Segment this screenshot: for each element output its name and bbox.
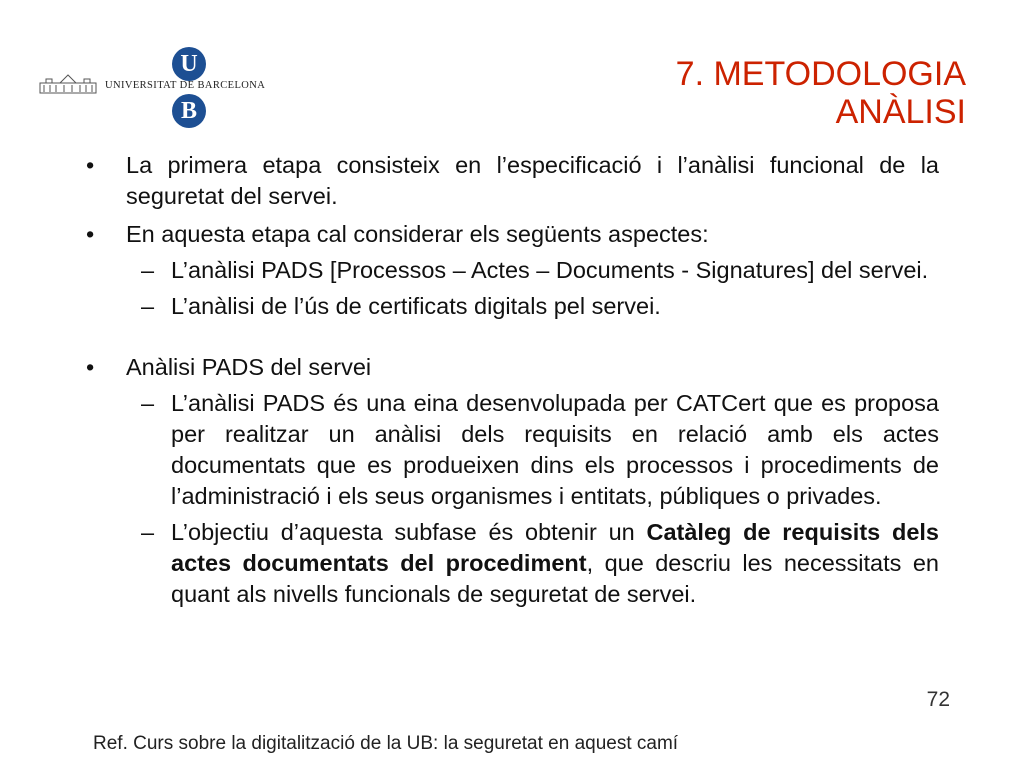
page-number: 72 xyxy=(926,688,950,711)
bullet-item xyxy=(84,219,939,250)
dash-marker: – xyxy=(141,519,155,545)
sub-bullet-item xyxy=(84,291,939,322)
slide-title-line1: 7. METODOLOGIA xyxy=(675,55,966,93)
university-name: UNIVERSITAT DE BARCELONA xyxy=(105,80,266,91)
logo-letter-b: B xyxy=(172,94,206,128)
dash-marker: – xyxy=(141,257,155,283)
sub-bullet-text xyxy=(171,519,939,607)
bullet-item xyxy=(84,352,939,383)
sub-bullet-item xyxy=(84,517,939,610)
objective-text-end: , que descriu les necessitats en quant als nivells funcionals de seguretat de servei. xyxy=(171,550,939,607)
slide-title-line2: ANÀLISI xyxy=(835,93,966,131)
bullet-text: La primera etapa consisteix en l’especificació i l’anàlisi funcional de la seguretat del servei. xyxy=(126,152,939,209)
university-logo xyxy=(38,45,278,130)
building-icon xyxy=(38,73,98,95)
objective-text-start: L’objectiu d’aquesta subfase és obtenir un xyxy=(171,519,647,545)
dash-marker: – xyxy=(141,390,155,416)
sub-bullet-text: L’anàlisi de l’ús de certificats digitals pel servei. xyxy=(171,293,661,319)
catalog-emphasis: Catàleg de requisits dels actes documentats del procediment xyxy=(171,519,939,576)
bullet-item xyxy=(84,150,939,212)
sub-bullet-text: L’anàlisi PADS és una eina desenvolupada per CATCert que es proposa per realitzar un anàlisi dels requisits en relació amb els actes documentats que es produeixen dins els processos i procediments de l’administració i els seus organismes i entitats, públiques o privades. xyxy=(171,390,939,509)
slide-content xyxy=(84,143,939,610)
sub-bullet-item xyxy=(84,255,939,286)
bullet-marker: • xyxy=(86,152,95,178)
footer-reference: Ref. Curs sobre la digitalització de la UB: la seguretat en aquest camí xyxy=(93,733,679,754)
bullet-text: En aquesta etapa cal considerar els següents aspectes: xyxy=(126,221,709,247)
dash-marker: – xyxy=(141,293,155,319)
bullet-text: Anàlisi PADS del servei xyxy=(126,354,372,380)
bullet-marker: • xyxy=(86,354,95,380)
bullet-marker: • xyxy=(86,221,95,247)
sub-bullet-item xyxy=(84,388,939,512)
sub-bullet-text: L’anàlisi PADS [Processos – Actes – Documents - Signatures] del servei. xyxy=(171,257,929,283)
logo-letter-u: U xyxy=(172,47,206,81)
slide-title xyxy=(676,55,966,131)
